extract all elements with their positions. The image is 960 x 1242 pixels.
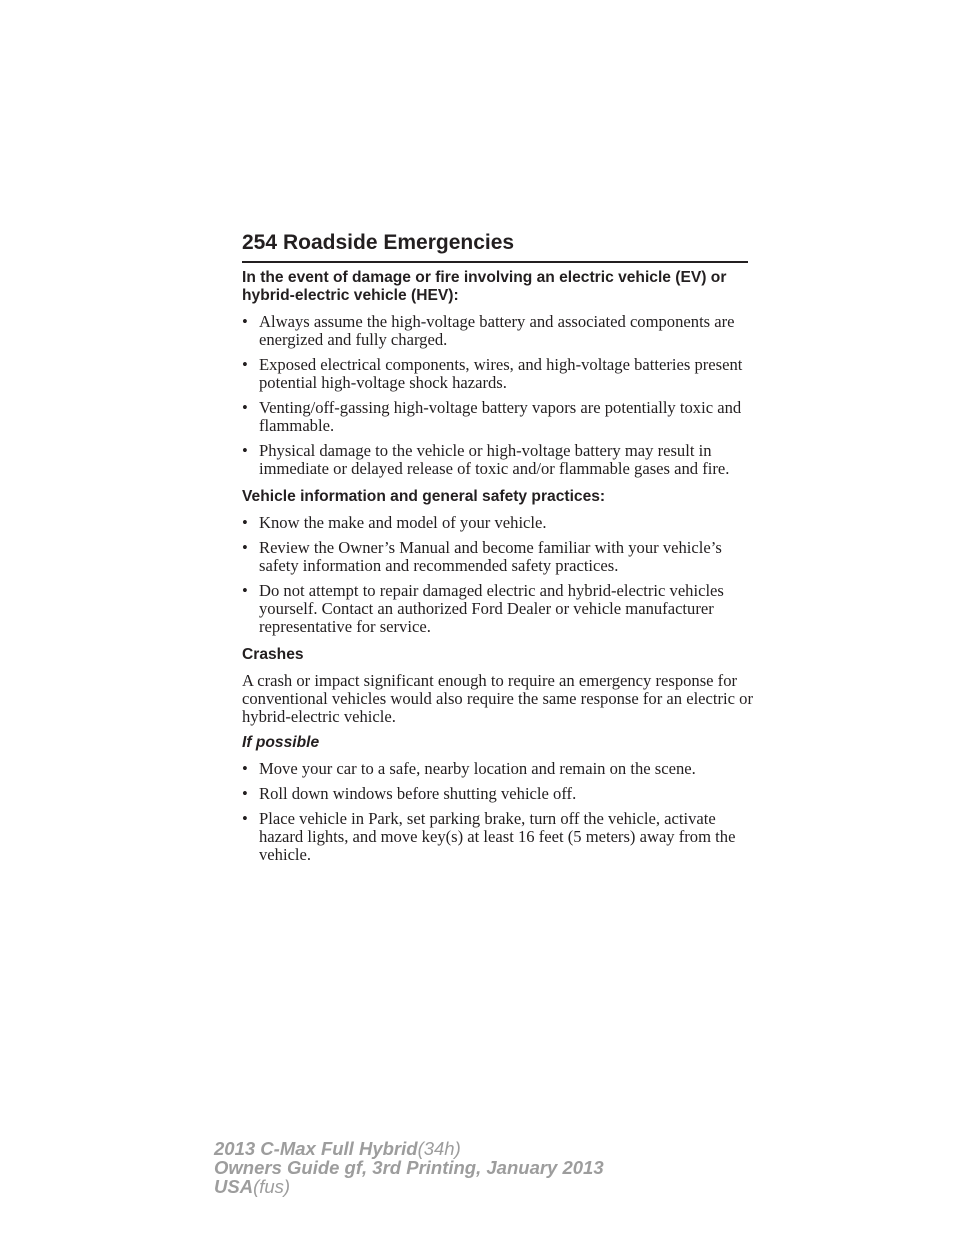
list-item	[242, 810, 762, 864]
list-item	[242, 514, 762, 532]
list-item-text: Roll down windows before shutting vehicle off.	[259, 784, 577, 803]
page-number: 254	[242, 231, 278, 254]
list-item-text: Move your car to a safe, nearby location and remain on the scene.	[259, 759, 696, 778]
list-item-text: Physical damage to the vehicle or high-voltage battery may result in immediate or delayed release of toxic and/or flammable gases and fire.	[259, 441, 730, 478]
footer-model: 2013 C-Max Full Hybrid	[214, 1138, 418, 1159]
bullet-glyph: •	[242, 441, 248, 460]
list-item	[242, 356, 762, 392]
list-item-text: Place vehicle in Park, set parking brake, turn off the vehicle, activate hazard lights, and move key(s) at least 16 feet (5 meters) away from the vehicle.	[259, 809, 736, 864]
page-header	[242, 231, 748, 263]
list-item	[242, 442, 762, 478]
footer-market: USA	[214, 1176, 254, 1197]
list-item	[242, 760, 762, 778]
bullet-glyph: •	[242, 581, 248, 600]
crashes-body: A crash or impact significant enough to require an emergency response for conventional vehicles would also require the same response for an electric or hybrid-electric vehicle.	[242, 671, 753, 726]
bullet-glyph: •	[242, 784, 248, 803]
vehicle-info-list	[242, 514, 762, 636]
list-item-text: Know the make and model of your vehicle.	[259, 513, 547, 532]
crashes-heading: Crashes	[242, 646, 304, 663]
bullet-glyph: •	[242, 312, 248, 331]
list-item-text: Exposed electrical components, wires, and high-voltage batteries present potential high-voltage shock hazards.	[259, 355, 743, 392]
list-item-text: Review the Owner’s Manual and become familiar with your vehicle’s safety information and recommended safety practices.	[259, 538, 722, 575]
list-item	[242, 399, 762, 435]
page-footer	[214, 1139, 634, 1196]
bullet-glyph: •	[242, 759, 248, 778]
list-item-text: Venting/off-gassing high-voltage battery vapors are potentially toxic and flammable.	[259, 398, 742, 435]
bullet-glyph: •	[242, 513, 248, 532]
list-item	[242, 785, 762, 803]
list-item	[242, 539, 762, 575]
bullet-glyph: •	[242, 355, 248, 374]
section-title: Roadside Emergencies	[283, 231, 515, 254]
bullet-glyph: •	[242, 809, 248, 828]
footer-printing: Owners Guide gf, 3rd Printing, January 2013	[214, 1157, 604, 1178]
if-possible-list	[242, 760, 762, 864]
list-item-text: Do not attempt to repair damaged electric and hybrid-electric vehicles yourself. Contact an authorized Ford Dealer or vehicle manufacturer representative for service.	[259, 581, 724, 636]
footer-line-model	[214, 1139, 634, 1158]
bullet-glyph: •	[242, 538, 248, 557]
ev-damage-heading: In the event of damage or fire involving an electric vehicle (EV) or hybrid-electric vehicle (HEV):	[242, 269, 727, 304]
list-item-text: Always assume the high-voltage battery and associated components are energized and fully charged.	[259, 312, 735, 349]
if-possible-heading: If possible	[242, 734, 320, 751]
footer-line-market	[214, 1177, 634, 1196]
footer-market-code: (fus)	[253, 1176, 291, 1197]
page-content	[242, 269, 762, 864]
vehicle-info-heading: Vehicle information and general safety practices:	[242, 488, 606, 505]
ev-damage-list	[242, 313, 762, 478]
list-item	[242, 313, 762, 349]
bullet-glyph: •	[242, 398, 248, 417]
footer-model-code: (34h)	[417, 1138, 461, 1159]
list-item	[242, 582, 762, 636]
